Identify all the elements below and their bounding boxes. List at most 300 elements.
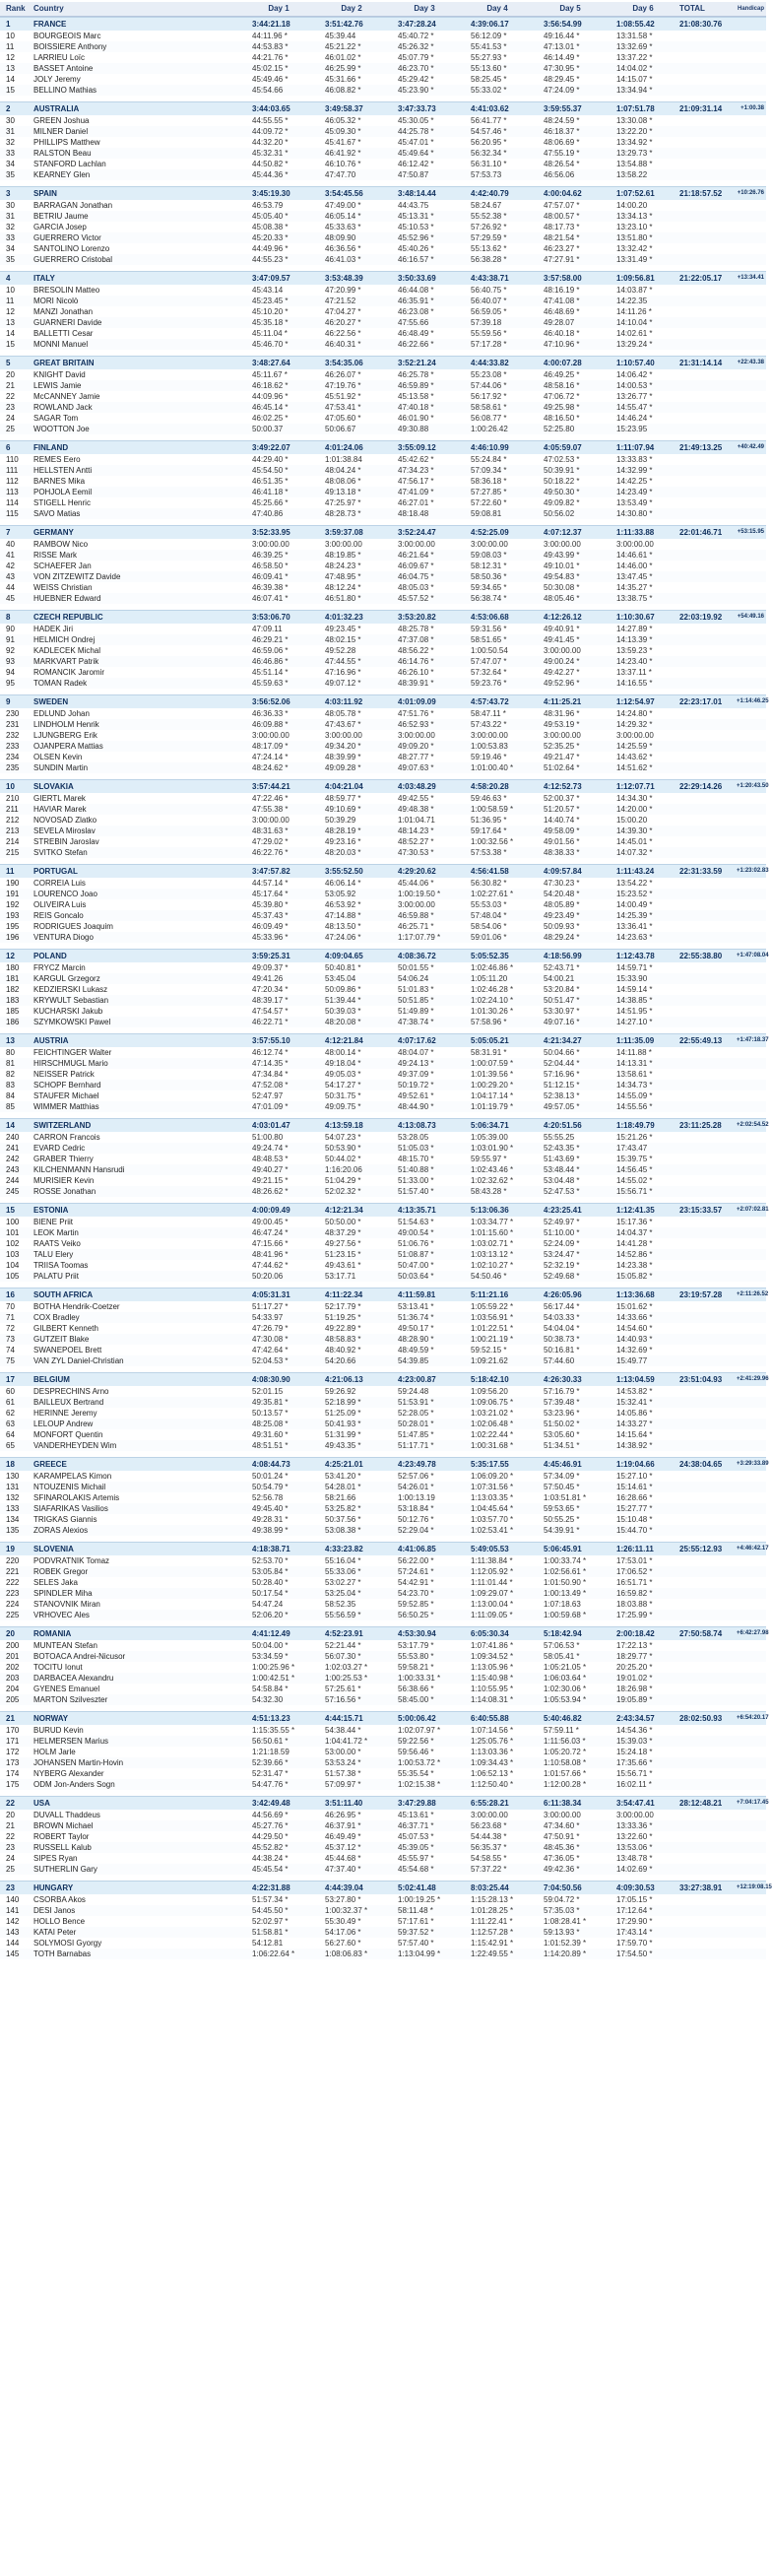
rider-day-time: 48:24.59 * [544, 116, 580, 125]
team-row [0, 525, 766, 539]
rider-day-time: 17:43.14 * [616, 1928, 653, 1937]
team-handicap: +54:49.16 [737, 614, 764, 620]
rider-day-time: 47:50.91 * [544, 1832, 580, 1841]
rider-day-time: 47:20.34 * [252, 985, 289, 994]
rider-day-time: 57:16.79 * [544, 1387, 580, 1396]
rider-day-time: 51:43.69 * [544, 1155, 580, 1163]
team-rank: 11 [6, 867, 15, 876]
rider-day-time: 53:02.27 * [325, 1578, 361, 1587]
team-handicap: +13:34.41 [737, 275, 764, 281]
team-day-time: 4:52:23.91 [325, 1629, 363, 1638]
rider-day-time: 49:42.36 * [544, 1865, 580, 1874]
rider-row [0, 1090, 766, 1101]
rider-name: SOLYMOSI Gyorgy [33, 1939, 102, 1948]
rider-day-time: 1:00:58.59 * [471, 805, 514, 814]
rider-row [0, 497, 766, 508]
rider-row [0, 1864, 766, 1875]
rider-day-time: 53:48.44 * [544, 1165, 580, 1174]
rider-number: 45 [6, 594, 15, 603]
rider-day-time: 55:53.80 * [398, 1652, 434, 1661]
team-day-time: 4:21:06.13 [325, 1375, 363, 1384]
rider-day-time: 45:29.42 * [398, 75, 434, 84]
rider-day-time: 46:51.35 * [252, 477, 289, 486]
rider-day-time: 13:30.08 * [616, 116, 653, 125]
rider-day-time: 13:22.60 * [616, 1832, 653, 1841]
rider-day-time: 15:01.62 * [616, 1302, 653, 1311]
rider-day-time: 14:27.10 * [616, 1018, 653, 1026]
rider-day-time: 45:44.06 * [398, 879, 434, 888]
rider-day-time: 59:17.64 * [471, 826, 507, 835]
rider-name: SANTOLINO Lorenzo [33, 244, 110, 253]
rider-row [0, 815, 766, 826]
rider-day-time: 48:17.09 * [252, 742, 289, 751]
rider-day-time: 54:50.46 * [471, 1272, 507, 1281]
rider-day-time: 14:00.49 * [616, 900, 653, 909]
rider-day-time: 47:09.11 [252, 625, 283, 633]
rider-day-time: 57:53.73 [471, 170, 502, 179]
team-day-time: 3:54:45.56 [325, 189, 363, 198]
rider-name: BASSET Antoine [33, 64, 94, 73]
rider-number: 243 [6, 1165, 20, 1174]
rider-day-time: 50:06.67 [325, 425, 356, 433]
rider-day-time: 1:02:43.46 * [471, 1165, 514, 1174]
header-handicap: Handicap [737, 6, 764, 12]
rider-name: DESI Janos [33, 1906, 76, 1915]
rider-day-time: 50:37.56 * [325, 1515, 361, 1524]
team-handicap [737, 18, 766, 31]
rider-day-time: 1:08:06.83 * [325, 1949, 368, 1958]
rider-number: 112 [6, 477, 19, 486]
rider-name: WOOTTON Joe [33, 425, 90, 433]
rider-day-time: 48:15.70 * [398, 1155, 434, 1163]
rider-name: HELMERSEN Marius [33, 1737, 109, 1746]
rider-name: CARRON Francois [33, 1133, 100, 1142]
rider-name: FRYCZ Marcin [33, 963, 86, 972]
rider-day-time: 46:25.99 * [325, 64, 361, 73]
rider-number: 95 [6, 679, 15, 688]
rider-number: 140 [6, 1895, 20, 1904]
rider-day-time: 57:44.06 * [471, 381, 507, 390]
rider-day-time: 46:01.90 * [398, 414, 434, 423]
rider-day-time: 55:53.03 * [471, 900, 507, 909]
rider-number: 215 [6, 848, 20, 857]
rider-row [0, 1058, 766, 1069]
rider-day-time: 17:53.01 * [616, 1556, 653, 1565]
rider-day-time: 49:43.99 * [544, 551, 580, 560]
rider-day-time: 45:40.72 * [398, 32, 434, 40]
rider-number: 212 [6, 816, 20, 825]
rider-day-time: 45:39.80 * [252, 900, 289, 909]
rider-day-time: 59:58.21 * [398, 1663, 434, 1672]
team-total: 23:19:57.28 [679, 1290, 723, 1299]
rider-row [0, 1217, 766, 1227]
rider-day-time: 46:05.32 * [325, 116, 361, 125]
rider-day-time: 46:20.27 * [325, 318, 361, 327]
rider-day-time: 1:00:26.42 [471, 425, 508, 433]
rider-day-time: 1:21:18.59 [252, 1748, 290, 1756]
rider-number: 21 [6, 381, 15, 390]
team-day-time: 4:00:07.28 [544, 359, 582, 367]
team-day-time: 1:12:43.78 [616, 952, 655, 960]
rider-day-time: 46:39.38 * [252, 583, 289, 592]
rider-row [0, 1312, 766, 1323]
rider-day-time: 1:02:46.28 * [471, 985, 514, 994]
rider-number: 80 [6, 1048, 15, 1057]
rider-day-time: 53:18.84 * [398, 1504, 434, 1513]
rider-day-time: 55:23.08 * [471, 370, 507, 379]
team-rank: 13 [6, 1036, 15, 1045]
rider-day-time: 46:25.78 * [398, 370, 434, 379]
rider-name: VAN ZYL Daniel-Christian [33, 1356, 124, 1365]
rider-day-time: 53:04.48 * [544, 1176, 580, 1185]
rider-day-time: 46:16.57 * [398, 255, 434, 264]
rider-day-time: 46:46.86 * [252, 657, 289, 666]
rider-day-time: 47:34.23 * [398, 466, 434, 475]
team-group [0, 1881, 772, 1965]
rider-day-time: 49:07.63 * [398, 763, 434, 772]
rider-day-time: 45:26.32 * [398, 42, 434, 51]
rider-day-time: 59:53.65 * [544, 1504, 580, 1513]
rider-day-time: 14:20.00 * [616, 805, 653, 814]
rider-day-time: 14:29.32 * [616, 720, 653, 729]
rider-day-time: 47:47.70 [325, 170, 356, 179]
rider-row [0, 1684, 766, 1694]
rider-row [0, 508, 766, 519]
rider-day-time: 14:34.73 * [616, 1081, 653, 1090]
rider-day-time: 1:13:03.36 * [471, 1748, 514, 1756]
rider-day-time: 47:34.60 * [544, 1821, 580, 1830]
rider-day-time: 15:49.77 [616, 1356, 648, 1365]
rider-day-time: 57:27.85 * [471, 488, 507, 496]
rider-day-time: 1:04:41.72 * [325, 1737, 368, 1746]
rider-day-time: 47:43.67 * [325, 720, 361, 729]
rider-day-time: 1:01:39.56 * [471, 1070, 514, 1079]
rider-day-time: 3:00:00.00 [252, 816, 290, 825]
rider-day-time: 54:20.66 [325, 1356, 356, 1365]
rider-day-time: 45:45.54 * [252, 1865, 289, 1874]
rider-day-time: 55:41.53 * [471, 42, 507, 51]
rider-row [0, 1842, 766, 1853]
rider-number: 24 [6, 1854, 15, 1863]
rider-number: 31 [6, 212, 15, 221]
rider-day-time: 44:29.50 * [252, 1832, 289, 1841]
team-day-time: 3:55:09.12 [398, 443, 436, 452]
rider-day-time: 55:52.38 * [471, 212, 507, 221]
rider-day-time: 49:35.81 * [252, 1398, 289, 1407]
rider-day-time: 49:10.01 * [544, 561, 580, 570]
rider-day-time: 51:08.87 * [398, 1250, 434, 1259]
rider-day-time: 52:32.19 * [544, 1261, 580, 1270]
rider-day-time: 47:26.79 * [252, 1324, 289, 1333]
rider-day-time: 52:17.79 * [325, 1302, 361, 1311]
rider-day-time: 52:02.32 * [325, 1187, 361, 1196]
rider-day-time: 49:05.03 * [325, 1070, 361, 1079]
rider-name: SAGAR Tom [33, 414, 79, 423]
rider-number: 61 [6, 1398, 15, 1407]
rider-day-time: 47:06.72 * [544, 392, 580, 401]
team-day-time: 1:10:30.67 [616, 613, 655, 622]
rider-day-time: 45:05.40 * [252, 212, 289, 221]
rider-day-time: 46:07.41 * [252, 594, 289, 603]
rider-number: 11 [6, 42, 15, 51]
rider-day-time: 48:37.29 * [325, 1228, 361, 1237]
rider-number: 113 [6, 488, 19, 496]
team-name: GREECE [33, 1460, 67, 1469]
rider-day-time: 52:56.78 [252, 1493, 284, 1502]
rider-day-time: 51:53.91 * [398, 1398, 434, 1407]
rider-day-time: 54:58.55 * [471, 1854, 507, 1863]
rider-day-time: 55:33.02 * [471, 86, 507, 95]
rider-name: GRABER Thierry [33, 1155, 94, 1163]
rider-day-time: 58:36.18 * [471, 477, 507, 486]
rider-day-time: 51:50.02 * [544, 1420, 580, 1428]
rider-day-time: 51:17.27 * [252, 1302, 289, 1311]
rider-number: 144 [6, 1939, 20, 1948]
rider-row [0, 1853, 766, 1864]
rider-day-time: 48:05.89 * [544, 900, 580, 909]
rider-day-time: 47:44.62 * [252, 1261, 289, 1270]
rider-day-time: 1:15:35.55 * [252, 1726, 295, 1735]
rider-day-time: 48:04.24 * [325, 466, 361, 475]
rider-day-time: 56:38.28 * [471, 255, 507, 264]
team-rank: 5 [6, 359, 11, 367]
rider-day-time: 56:38.74 * [471, 594, 507, 603]
rider-name: GYENES Emanuel [33, 1684, 100, 1693]
team-name: FINLAND [33, 443, 69, 452]
rider-day-time: 47:14.88 * [325, 911, 361, 920]
rider-number: 204 [6, 1684, 20, 1693]
rider-row [0, 424, 766, 434]
rider-day-time: 56:30.82 * [471, 879, 507, 888]
team-day-time: 4:08:44.73 [252, 1460, 290, 1469]
rider-day-time: 50:09.86 * [325, 985, 361, 994]
rider-day-time: 15:33.90 [616, 974, 648, 983]
rider-day-time: 50:01.24 * [252, 1472, 289, 1481]
rider-day-time: 51:57.34 * [252, 1895, 289, 1904]
rider-number: 192 [6, 900, 20, 909]
rider-day-time: 52:24.09 * [544, 1239, 580, 1248]
rider-day-time: 44:57.14 * [252, 879, 289, 888]
rider-day-time: 47:42.64 * [252, 1346, 289, 1354]
team-group [0, 1457, 769, 1542]
rider-day-time: 59:55.97 * [471, 1155, 507, 1163]
rider-day-time: 54:38.44 * [325, 1726, 361, 1735]
rider-row [0, 317, 766, 328]
rider-day-time: 14:53.82 * [616, 1387, 653, 1396]
rider-day-time: 49:28.07 [544, 318, 575, 327]
rider-row [0, 413, 766, 424]
rider-day-time: 46:49.25 * [544, 370, 580, 379]
rider-row [0, 137, 766, 148]
team-day-time: 5:18:42.94 [544, 1629, 582, 1638]
team-day-time: 1:19:04.66 [616, 1460, 655, 1469]
team-day-time: 4:11:25.21 [544, 697, 582, 706]
rider-day-time: 45:02.15 * [252, 64, 289, 73]
rider-day-time: 17:35.66 * [616, 1758, 653, 1767]
table-header [0, 2, 766, 17]
team-name: CZECH REPUBLIC [33, 613, 103, 622]
team-name: ITALY [33, 274, 55, 283]
rider-name: TALU Elery [33, 1250, 74, 1259]
rider-day-time: 1:00:25.53 * [325, 1674, 368, 1683]
rider-day-time: 52:53.70 * [252, 1556, 289, 1565]
rider-number: 191 [6, 890, 20, 898]
rider-name: GUERRERO Cristobal [33, 255, 113, 264]
rider-number: 173 [6, 1758, 20, 1767]
team-name: USA [33, 1799, 50, 1808]
team-day-time: 4:12:21.84 [325, 1036, 363, 1045]
rider-day-time: 58:54.06 * [471, 922, 507, 931]
rider-name: ODM Jon-Anders Sogn [33, 1780, 115, 1789]
team-day-time: 3:47:33.73 [398, 104, 436, 113]
rider-day-time: 46:37.71 * [398, 1821, 434, 1830]
rider-day-time: 44:55.23 * [252, 255, 289, 264]
rider-day-time: 52:06.20 * [252, 1611, 289, 1619]
rider-row [0, 878, 766, 889]
rider-day-time: 13:32.42 * [616, 244, 653, 253]
rider-day-time: 49:31.60 * [252, 1430, 289, 1439]
rider-day-time: 48:14.23 * [398, 826, 434, 835]
rider-day-time: 48:26.54 * [544, 160, 580, 168]
rider-day-time: 52:21.44 * [325, 1641, 361, 1650]
rider-name: HAVIAR Marek [33, 805, 87, 814]
team-day-time: 4:09:04.65 [325, 952, 363, 960]
rider-day-time: 53:17.71 [325, 1272, 356, 1281]
rider-day-time: 50:44.02 * [325, 1155, 361, 1163]
rider-row [0, 1916, 766, 1927]
rider-day-time: 14:46.00 * [616, 561, 653, 570]
rider-day-time: 51:23.15 * [325, 1250, 361, 1259]
rider-name: SIPES Ryan [33, 1854, 78, 1863]
rider-row [0, 826, 766, 836]
rider-name: KATAI Peter [33, 1928, 77, 1937]
team-day-time: 4:53:30.94 [398, 1629, 436, 1638]
rider-day-time: 46:25.71 * [398, 922, 434, 931]
rider-number: 105 [6, 1272, 20, 1281]
team-day-time: 8:03:25.44 [471, 1883, 509, 1892]
rider-day-time: 56:22.00 * [398, 1556, 434, 1565]
rider-name: CORREIA Luis [33, 879, 86, 888]
rider-day-time: 45:40.26 * [398, 244, 434, 253]
rider-day-time: 46:01.02 * [325, 53, 361, 62]
team-row [0, 1711, 769, 1725]
rider-day-time: 46:35.91 * [398, 297, 434, 305]
rider-day-time: 1:04:45.64 * [471, 1504, 514, 1513]
rider-day-time: 14:55.09 * [616, 1091, 653, 1100]
rider-day-time: 52:01.15 [252, 1387, 284, 1396]
rider-day-time: 48:21.54 * [544, 233, 580, 242]
rider-day-time: 44:56.69 * [252, 1811, 289, 1819]
rider-row [0, 1017, 766, 1027]
rider-number: 33 [6, 233, 15, 242]
team-handicap: +2:41:29.96 [737, 1376, 769, 1382]
rider-day-time: 13:54.88 * [616, 160, 653, 168]
team-day-time: 4:44:15.71 [325, 1714, 363, 1723]
rider-day-time: 48:59.77 * [325, 794, 361, 803]
rider-day-time: 16:51.71 * [616, 1578, 653, 1587]
rider-list [0, 624, 766, 689]
rider-day-time: 50:31.75 * [325, 1091, 361, 1100]
team-total: 27:50:58.74 [679, 1629, 723, 1638]
rider-day-time: 51:36.74 * [398, 1313, 434, 1322]
team-day-time: 4:57:43.72 [471, 697, 509, 706]
rider-name: MARTON Szilveszter [33, 1695, 108, 1704]
rider-day-time: 46:41.03 * [325, 255, 361, 264]
team-day-time: 4:08:36.72 [398, 952, 436, 960]
team-day-time: 4:05:59.07 [544, 443, 582, 452]
rider-day-time: 48:27.77 * [398, 753, 434, 761]
team-day-time: 4:23:49.78 [398, 1460, 436, 1469]
rider-row [0, 847, 766, 858]
rider-day-time: 15:27.77 * [616, 1504, 653, 1513]
rider-day-time: 46:29.21 * [252, 635, 289, 644]
rider-name: EVARD Cedric [33, 1144, 86, 1153]
team-handicap: +1:14:46.25 [737, 698, 769, 704]
rider-list [0, 878, 766, 943]
rider-day-time: 14:15.64 * [616, 1430, 653, 1439]
team-day-time: 4:44:33.82 [471, 359, 509, 367]
rider-number: 75 [6, 1356, 15, 1365]
team-group [0, 779, 769, 864]
rider-day-time: 14:00.53 * [616, 381, 653, 390]
team-total: 28:02:50.93 [679, 1714, 723, 1723]
rider-day-time: 14:23.40 * [616, 657, 653, 666]
rider-name: VRHOVEC Ales [33, 1611, 90, 1619]
rider-day-time: 55:59.56 * [471, 329, 507, 338]
team-name: ROMANIA [33, 1629, 72, 1638]
rider-row [0, 1227, 766, 1238]
rider-day-time: 49:09.28 * [325, 763, 361, 772]
rider-number: 70 [6, 1302, 15, 1311]
rider-number: 84 [6, 1091, 15, 1100]
rider-day-time: 54:00.21 [544, 974, 575, 983]
team-day-time: 4:43:38.71 [471, 274, 509, 283]
team-day-time: 3:47:28.24 [398, 20, 436, 29]
rider-row [0, 31, 766, 41]
rider-day-time: 18:29.77 * [616, 1652, 653, 1661]
rider-row [0, 962, 766, 973]
team-day-time: 4:46:10.99 [471, 443, 509, 452]
rider-day-time: 44:21.76 * [252, 53, 289, 62]
rider-row [0, 115, 766, 126]
rider-day-time: 14:13.31 * [616, 1059, 653, 1068]
team-name: GERMANY [33, 528, 74, 537]
team-day-time: 6:11:38.34 [544, 1799, 582, 1808]
rider-day-time: 58:52.35 [325, 1600, 356, 1609]
rider-day-time: 13:26.77 * [616, 392, 653, 401]
rider-day-time: 56:31.10 * [471, 160, 507, 168]
header-day-2: Day 2 [341, 4, 362, 13]
rider-day-time: 15:00.20 [616, 816, 648, 825]
rider-day-time: 49:22.89 * [325, 1324, 361, 1333]
rider-name: SUTHERLIN Gary [33, 1865, 97, 1874]
rider-day-time: 59:01.06 * [471, 933, 507, 942]
team-day-time: 4:53:06.68 [471, 613, 509, 622]
rider-name: HERINNE Jeremy [33, 1409, 97, 1418]
rider-day-time: 1:01:52.39 * [544, 1939, 587, 1948]
rider-day-time: 47:13.01 * [544, 42, 580, 51]
team-day-time: 3:51:42.76 [325, 20, 363, 29]
rider-name: CSORBA Akos [33, 1895, 86, 1904]
rider-row [0, 752, 766, 762]
rider-day-time: 53:05.84 * [252, 1567, 289, 1576]
rider-day-time: 50:39.91 * [544, 466, 580, 475]
rider-name: KUCHARSKI Jakub [33, 1007, 103, 1016]
rider-day-time: 1:25:05.76 * [471, 1737, 514, 1746]
rider-day-time: 54:06.24 [398, 974, 429, 983]
rider-name: RAATS Veiko [33, 1239, 81, 1248]
header-total: TOTAL [679, 4, 705, 13]
